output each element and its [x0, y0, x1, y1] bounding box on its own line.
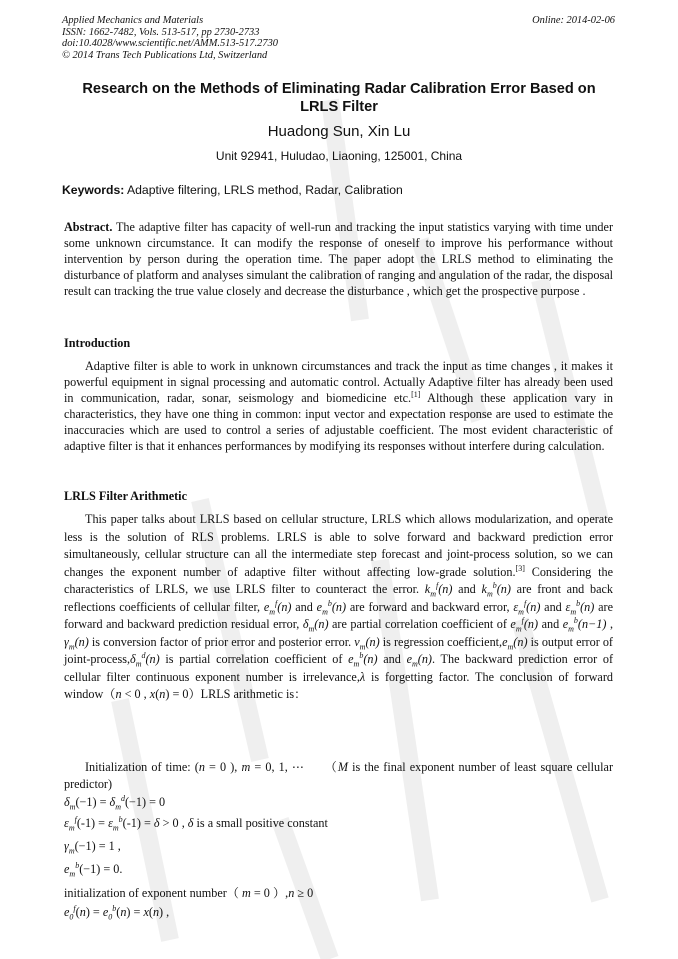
lrls-text-2: Considering the characteristics of LRLS, we use LRLS filter to counteract the error. — [64, 564, 613, 596]
online-date: Online: 2014-02-06 — [532, 15, 615, 26]
text-and-3: and — [540, 599, 566, 614]
lrls-paragraph: This paper talks about LRLS based on cellular structure, LRLS which allows modularization, and operate less is the solution of RLS problems. LRLS is able to solve forward and backward prediction error simultaneously, cellular structure can all the intermediate step forecast and joint-process solution, so we can changes the exponent number of adaptive filter without affecting low-grade solution.[3] Considering the characteristics of LRLS, we use LRLS filter to counteract the error. $k_m^f(n)$ and $k_m^b(n)$ are front and back reflections coefficients of cellular filter, $e_m^f(n)$ and $e_m^b(n)$ are forward and backward error, $\varepsilon_m^f(n)$ and $\varepsilon_m^b(n)$ are forward and backward prediction residual error, $\delta_m(n)$ are partial correlation coefficient of $e_m^f(n)$ and $e_m^b(n-1)$ , $\gamma_m(n)$ is conversion factor of prior error and posterior error. $v_m(n)$ is regression $coefficient,e_m(n)$ is output error of joint-$process,\delta_m^d(n)$ is partial correlation coefficient of $e_m^b(n)$ and $e_m(n)$. The backward prediction error of cellular filter continuous exponent number is irrelevance,λ is forgetting factor. The conclusion of forward window（n < 0 , x(n) = 0）LRLS arithmetic is： — [64, 512, 614, 701]
lrls-heading: LRLS Filter Arithmetic — [64, 489, 187, 503]
intro-heading: Introduction — [64, 336, 131, 350]
text-init-exp: initialization of exponent number（ — [64, 886, 239, 900]
text-paren: （ — [324, 760, 338, 774]
text-and-4: and — [538, 617, 563, 631]
intro-paragraph — [64, 358, 613, 455]
text-regression: is regression coefficient, — [379, 634, 503, 649]
init-exponent-line: initialization of exponent number（ m = 0 ）,n ≥ 0 — [64, 886, 314, 900]
text-backward: . The backward prediction error of cellular filter continuous exponent number is irrelevance, — [64, 652, 613, 684]
keywords-line — [62, 183, 403, 197]
copyright-line: © 2014 Trans Tech Publications Ltd, Switzerland — [62, 49, 268, 61]
paper-authors: Huadong Sun, Xin Lu — [267, 123, 411, 140]
paper-affiliation: Unit 92941, Huludao, Liaoning, 125001, China — [215, 149, 463, 163]
doi-line: doi:10.4028/www.scientific.net/AMM.513-517.2730 — [62, 38, 278, 50]
equation-2-note: is a small positive constant — [193, 816, 328, 830]
paper-title: Research on the Methods of Eliminating Radar Calibration Error Based on LRLS Filter — [82, 81, 596, 115]
text-conversion: is conversion factor of prior error and posterior error. — [88, 634, 355, 649]
intro-text-2: Although these application vary in characteristics, they have one thing in common: input vector and expectation response are used to estimate the inaccuracies which are used to control a series of adjustable coefficient. The most evident characteristic of adaptive filter is that it enhances performances by modifying its responses without interfere during calculation. — [64, 391, 613, 454]
text-fb-error: are forward and backward error, — [346, 599, 514, 614]
equation-3: $\gamma_m(-1) = 1$ , — [64, 839, 121, 856]
keywords-label: Keywords: — [62, 183, 125, 197]
init-time-paragraph: Initialization of time: (n = 0 ), m = 0, 1, ⋯ （M is the final exponent number of least square cellular predictor) — [64, 760, 614, 791]
text-and-5: and — [377, 652, 407, 666]
text-conclusion-2: ）LRLS arithmetic is： — [188, 687, 307, 701]
text-output-error: is output error of joint-process, — [64, 634, 613, 666]
equation-2: $\varepsilon_m^f(-1) = \varepsilon_m^b(-1) = \delta > 0$ , δ is a small positive constant — [64, 814, 328, 833]
journal-meta — [62, 15, 278, 61]
text-partial-corr: are partial correlation coefficient of — [328, 617, 511, 631]
journal-name: Applied Mechanics and Materials — [62, 15, 204, 26]
text-and-1: and — [452, 582, 482, 596]
text-reflections: are front and back reflections coefficients of cellular filter, — [64, 582, 614, 614]
lrls-text-1: This paper talks about LRLS based on cellular structure, LRLS which allows modularization, and operate less is the solution of RLS problems. LRLS is able to solve forward and backward prediction error simultaneously, cellular structure can all the intermediate step forecast and joint-process solution, so we can changes the exponent number of adaptive filter without affecting low-grade solution. — [64, 512, 613, 579]
text-partial-corr-2: is partial correlation coefficient of — [159, 652, 349, 666]
issn-line: ISSN: 1662-7482, Vols. 513-517, pp 2730-2733 — [62, 26, 260, 38]
equation-1: $\delta_m(-1) = \delta_m^d(-1) = 0$ — [64, 793, 166, 812]
intro-text-1: Adaptive filter is able to work in unknown circumstances and track the input as time changes , it makes it powerful equipment in signal processing and automatic control. Actually Adaptive filter has already been used in communication, radar, sonar, seismology and biomedicine etc. — [64, 359, 613, 406]
text-init-time-3: is the final exponent number of least square cellular predictor) — [64, 760, 614, 791]
equation-5: $e_0^f(n) = e_0^b(n) = x(n)$ , — [64, 903, 170, 922]
text-and-2: and — [291, 599, 317, 614]
text-fb-prediction: are forward and backward prediction residual error, — [64, 599, 613, 631]
text-conclusion: The conclusion of forward window（ — [64, 669, 613, 701]
abstract-label: Abstract. — [64, 220, 113, 234]
text-forgetting: is forgetting factor. — [365, 669, 470, 684]
citation-3: [3] — [515, 563, 525, 573]
citation-1: [1] — [411, 390, 421, 400]
text-init-exp-2: ）, — [272, 886, 289, 900]
equation-4: $e_m^b(-1) = 0$. — [64, 860, 123, 879]
text-init-time: Initialization of time: — [85, 760, 195, 774]
abstract-paragraph — [64, 219, 613, 299]
keywords-text: Adaptive filtering, LRLS method, Radar, Calibration — [124, 183, 403, 197]
abstract-text: The adaptive filter has capacity of well-run and tracking the input statistics varying with time under some unknown circumstance. It can modify the response of oneself to improve his performance without intervention by person during the operation time. The paper adopt the LRLS method to eliminating the disturbance of platform and analyses simulant the calibration of ranging and angulation of the radar, the disposal result can tracking the true value closely and decrease the disturbance , which get the prospective purpose . — [64, 220, 613, 299]
